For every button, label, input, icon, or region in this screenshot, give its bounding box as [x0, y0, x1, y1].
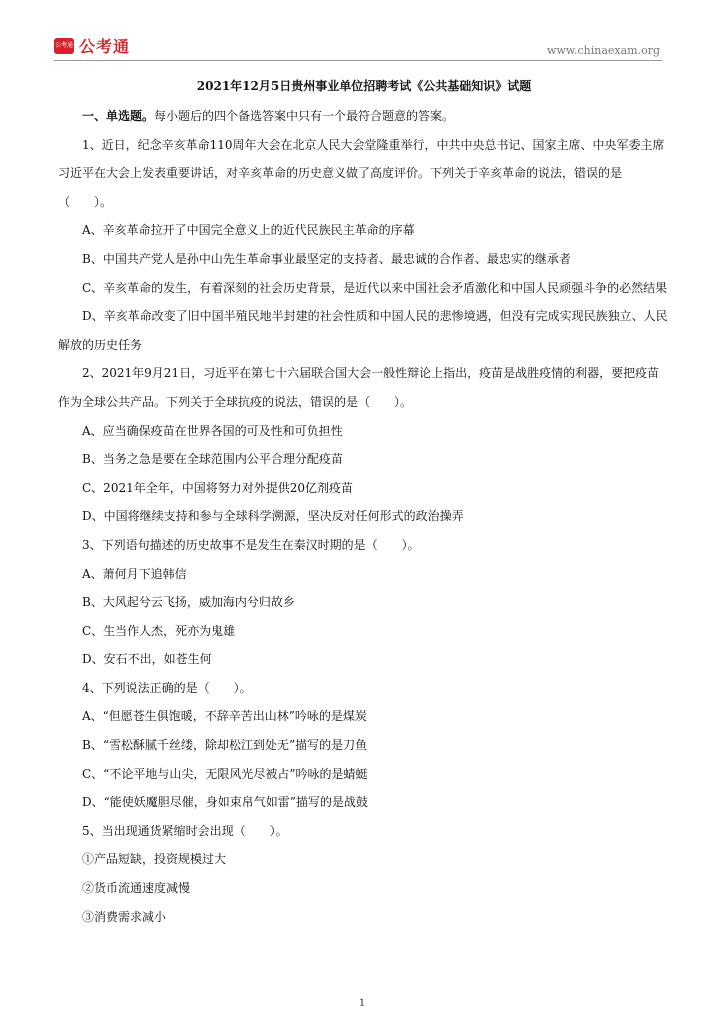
page-header	[0, 0, 724, 62]
question-5-item-3: ③消费需求减小	[82, 909, 167, 924]
question-4-option-d: D、“能使妖魔胆尽催，身如束帛气如雷”描写的是战鼓	[82, 795, 368, 810]
document-body	[58, 76, 670, 931]
question-4-option-b: B、“雪松酥腻千丝缕，除却松江到处无”描写的是刀鱼	[82, 738, 368, 753]
question-4-option-a: A、“但愿苍生俱饱暖，不辞辛苦出山林”吟咏的是煤炭	[82, 709, 367, 724]
question-2-option-c: C、2021年全年，中国将努力对外提供20亿剂疫苗	[82, 480, 353, 495]
question-1-option-b: B、中国共产党人是孙中山先生革命事业最坚定的支持者、最忠诚的合作者、最忠实的继承者	[82, 251, 571, 266]
document-title: 2021年12月5日贵州事业单位招聘考试《公共基础知识》试题	[196, 79, 532, 93]
question-2-option-d: D、中国将继续支持和参与全球科学溯源，坚决反对任何形式的政治操弄	[82, 509, 464, 524]
question-5-item-1: ①产品短缺，投资规模过大	[82, 852, 227, 867]
question-4-option-c: C、“不论平地与山尖，无限风光尽被占”吟咏的是蜻蜓	[82, 766, 368, 781]
logo-text: 公考通	[79, 37, 131, 56]
question-1-option-c: C、辛亥革命的发生，有着深刻的社会历史背景，是近代以来中国社会矛盾激化和中国人民顽强斗争的必然结果	[82, 280, 668, 295]
site-url[interactable]: www.chinaexam.org	[547, 44, 660, 57]
question-3-stem: 3、下列语句描述的历史故事不是发生在秦汉时期的是（ ）。	[82, 537, 420, 552]
question-1-stem: 1、近日，纪念辛亥革命110周年大会在北京人民大会堂隆重举行，中共中央总书记、国家主席、中央军委主席习近平在大会上发表重要讲话，对辛亥革命的历史意义做了高度评价。下列关于辛亥革命的说法，错误的是（ ）。	[58, 137, 665, 209]
section-note: 每小题后的四个备选答案中只有一个最符合题意的答案。	[154, 109, 455, 123]
question-3-option-c: C、生当作人杰，死亦为鬼雄	[82, 623, 236, 638]
section-title: 一、单选题。	[82, 109, 155, 123]
question-1-option-a: A、辛亥革命拉开了中国完全意义上的近代民族民主革命的序幕	[82, 223, 415, 238]
question-4-stem: 4、下列说法正确的是（ ）。	[82, 680, 252, 695]
question-5-item-2: ②货币流通速度减慢	[82, 881, 191, 896]
question-3-option-b: B、大风起兮云飞扬，威加海内兮归故乡	[82, 595, 295, 610]
page-number: 1	[358, 998, 366, 1009]
brand-logo[interactable]	[54, 34, 130, 57]
question-3-option-a: A、萧何月下追韩信	[82, 566, 187, 581]
question-2-option-a: A、应当确保疫苗在世界各国的可及性和可负担性	[82, 423, 343, 438]
header-divider	[54, 60, 662, 61]
section-heading	[58, 102, 670, 131]
question-5-stem: 5、当出现通货紧缩时会出现（ ）。	[82, 823, 288, 838]
question-1-option-d: D、辛亥革命改变了旧中国半殖民地半封建的社会性质和中国人民的悲惨境遇，但没有完成实现民族独立、人民解放的历史任务	[58, 309, 668, 352]
question-3-option-d: D、安石不出，如苍生何	[82, 652, 212, 667]
question-2-option-b: B、当务之急是要在全球范围内公平合理分配疫苗	[82, 452, 343, 467]
logo-badge-icon: 公考通	[54, 38, 74, 54]
question-2-stem: 2、2021年9月21日，习近平在第七十六届联合国大会一般性辩论上指出，疫苗是战胜疫情的利器，要把疫苗作为全球公共产品。下列关于全球抗疫的说法，错误的是（ ）。	[58, 366, 660, 409]
